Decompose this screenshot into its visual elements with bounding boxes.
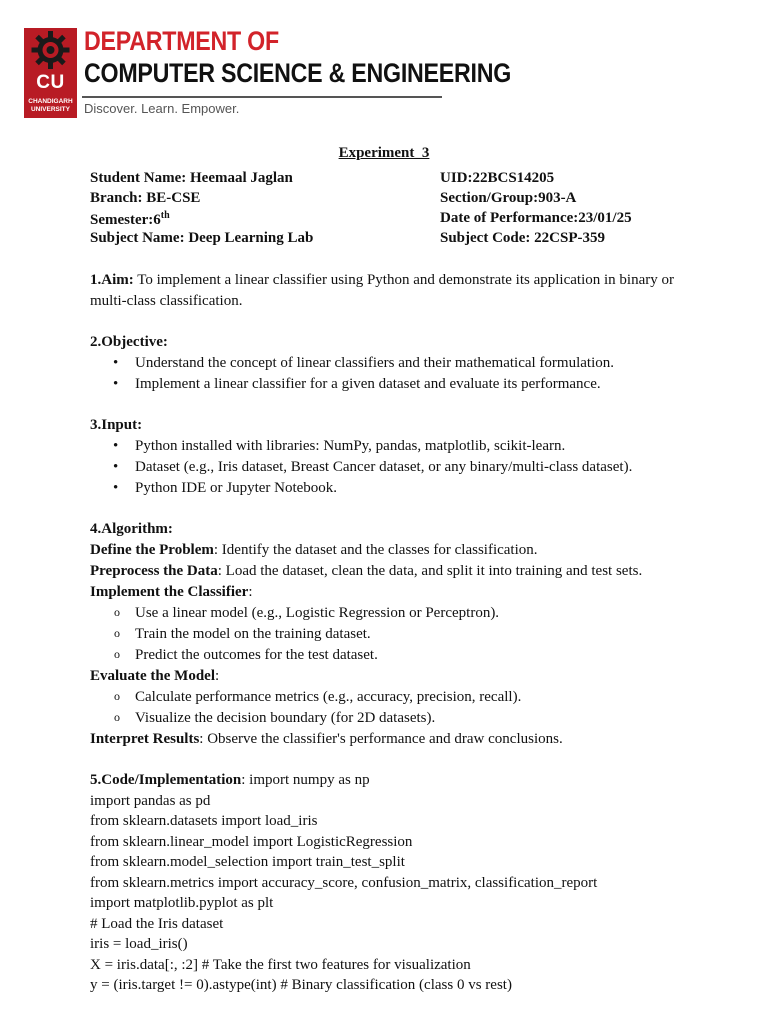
code-line: X = iris.data[:, :2] # Take the first two features for visualization: [90, 956, 471, 973]
document-body: [90, 270, 690, 996]
code-label: 5.Code/Implementation: [90, 772, 242, 788]
define-label: Define the Problem: [90, 542, 214, 558]
interpret-text: : Observe the classifier's performance and draw conclusions.: [199, 731, 563, 747]
semester-value: Semester:6: [90, 212, 161, 228]
code-line: import matplotlib.pyplot as plt: [90, 895, 274, 911]
info-row: [90, 190, 690, 210]
list-item: o Visualize the decision boundary (for 2D datasets).: [90, 708, 690, 729]
uid: UID:22BCS14205: [440, 170, 555, 186]
semester: [90, 210, 170, 229]
evaluate-label: Evaluate the Model: [90, 668, 215, 684]
aim-text: To implement a linear classifier using Python and demonstrate its application in binary or multi-class classification.: [90, 272, 674, 309]
code-line: # Load the Iris dataset: [90, 915, 224, 932]
student-name: Student Name: Heemaal Jaglan: [90, 170, 293, 186]
spacer: [90, 750, 690, 770]
student-info: [90, 170, 690, 250]
logo-university-line: UNIVERSITY: [30, 105, 70, 113]
objective-list: [90, 353, 690, 395]
algorithm-implement: [90, 582, 690, 603]
semester-suffix: th: [160, 210, 170, 221]
implement-text: :: [248, 584, 253, 600]
code-line: from sklearn.metrics import accuracy_score, confusion_matrix, classification_report: [90, 874, 598, 891]
header-divider: [82, 96, 442, 98]
algorithm-define: [90, 540, 690, 561]
algorithm-preprocess: [90, 561, 690, 582]
algorithm-evaluate: [90, 666, 690, 687]
code-line: from sklearn.datasets import load_iris: [90, 813, 318, 829]
gear-emblem-icon: [24, 28, 77, 74]
preprocess-text: : Load the dataset, clean the data, and split it into training and test sets.: [217, 563, 643, 579]
section-group: Section/Group:903-A: [440, 190, 577, 206]
list-item: • Python IDE or Jupyter Notebook.: [90, 478, 690, 499]
list-item: o Use a linear model (e.g., Logistic Regression or Perceptron).: [90, 603, 690, 624]
subject-name: Subject Name: Deep Learning Lab: [90, 230, 314, 246]
implement-label: Implement the Classifier: [90, 584, 249, 600]
logo-cu-text: CU: [36, 72, 65, 93]
branch: Branch: BE-CSE: [90, 190, 201, 206]
implement-list: [90, 603, 690, 666]
code-line: from sklearn.model_selection import train_test_split: [90, 854, 405, 870]
evaluate-list: [90, 687, 690, 729]
list-item: o Train the model on the training dataset.: [90, 624, 690, 645]
objective-heading: 2.Objective:: [90, 334, 168, 350]
define-text: : Identify the dataset and the classes for classification.: [213, 542, 538, 558]
spacer: [90, 499, 690, 519]
input-list: [90, 436, 690, 499]
list-item: • Understand the concept of linear classifiers and their mathematical formulation.: [90, 353, 690, 374]
list-item: • Implement a linear classifier for a given dataset and evaluate its performance.: [90, 374, 690, 395]
evaluate-text: :: [215, 668, 220, 684]
date-of-performance: Date of Performance:23/01/25: [440, 210, 632, 226]
logo-university-line: CHANDIGARH: [28, 98, 73, 105]
info-row: [90, 170, 690, 190]
tagline: Discover. Learn. Empower.: [84, 101, 240, 116]
list-item: • Dataset (e.g., Iris dataset, Breast Cancer dataset, or any binary/multi-class dataset).: [90, 457, 690, 478]
list-item: o Calculate performance metrics (e.g., accuracy, precision, recall).: [90, 687, 690, 708]
department-title-line2: COMPUTER SCIENCE & ENGINEERING: [84, 58, 512, 88]
spacer: [90, 312, 690, 332]
algorithm-interpret: [90, 729, 690, 750]
aim-label: 1.Aim:: [90, 272, 134, 288]
subject-code: Subject Code: 22CSP-359: [440, 230, 605, 246]
aim-section: [90, 270, 690, 312]
department-title-line1: DEPARTMENT OF: [84, 26, 279, 56]
code-line: : import numpy as np: [241, 772, 370, 788]
page-header: [0, 0, 768, 130]
algorithm-heading: 4.Algorithm:: [90, 521, 173, 537]
info-row: [90, 230, 690, 250]
university-logo: [24, 28, 77, 118]
interpret-label: Interpret Results: [90, 731, 200, 747]
experiment-title: Experiment_3: [338, 145, 430, 161]
code-line: iris = load_iris(): [90, 936, 188, 952]
input-heading: 3.Input:: [90, 417, 143, 433]
preprocess-label: Preprocess the Data: [90, 563, 218, 579]
logo-university-text: [24, 98, 77, 113]
code-line: from sklearn.linear_model import LogisticRegression: [90, 833, 413, 850]
list-item: • Python installed with libraries: NumPy, pandas, matplotlib, scikit-learn.: [90, 436, 690, 457]
info-row: [90, 210, 690, 230]
list-item: o Predict the outcomes for the test dataset.: [90, 645, 690, 666]
code-first-line: [90, 770, 690, 791]
code-line: y = (iris.target != 0).astype(int) # Binary classification (class 0 vs rest): [90, 977, 512, 993]
spacer: [90, 395, 690, 415]
code-line: import pandas as pd: [90, 792, 211, 809]
